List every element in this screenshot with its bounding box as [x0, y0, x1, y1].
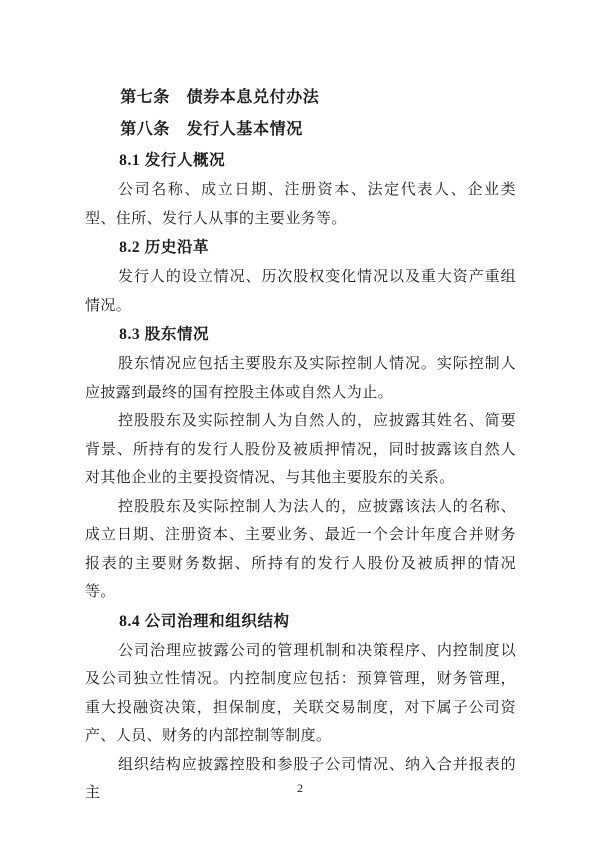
article-heading: 第八条 发行人基本情况 — [120, 121, 303, 138]
document-content — [85, 82, 516, 808]
paragraph: 股东情况应包括主要股东及实际控制人情况。实际控制人应披露到最终的国有控股主体或自然人为止。 — [85, 356, 516, 401]
paragraph: 公司名称、成立日期、注册资本、法定代表人、企业类型、住所、发行人从事的主要业务等。 — [85, 182, 516, 227]
paragraph: 控股股东及实际控制人为自然人的，应披露其姓名、简要背景、所持有的发行人股份及被质押情况，同时披露该自然人对其他企业的主要投资情况、与其他主要股东的关系。 — [85, 413, 516, 486]
paragraph: 组织结构应披露控股和参股子公司情况、纳入合并报表的主 — [85, 756, 516, 801]
page-number: 2 — [297, 781, 303, 795]
paragraph: 控股股东及实际控制人为法人的，应披露该法人的名称、成立日期、注册资本、主要业务、最近一个会计年度合并财务报表的主要财务数据、所持有的发行人股份及被质押的情况等。 — [85, 498, 516, 600]
section-heading: 8.3 股东情况 — [119, 326, 210, 343]
section-heading: 8.4 公司治理和组织结构 — [119, 612, 290, 630]
paragraph: 公司治理应披露公司的管理机制和决策程序、内控制度以及公司独立性情况。内控制度应包括：预算管理，财务管理，重大投融资决策，担保制度，关联交易制度，对下属子公司资产、人员、财务的内部控制等制度。 — [85, 642, 516, 744]
section-heading: 8.1 发行人概况 — [119, 152, 226, 169]
article-heading: 第七条 债券本息兑付办法 — [120, 89, 320, 106]
section-heading: 8.2 历史沿革 — [119, 239, 210, 256]
paragraph: 发行人的设立情况、历次股权变化情况以及重大资产重组情况。 — [85, 269, 516, 314]
